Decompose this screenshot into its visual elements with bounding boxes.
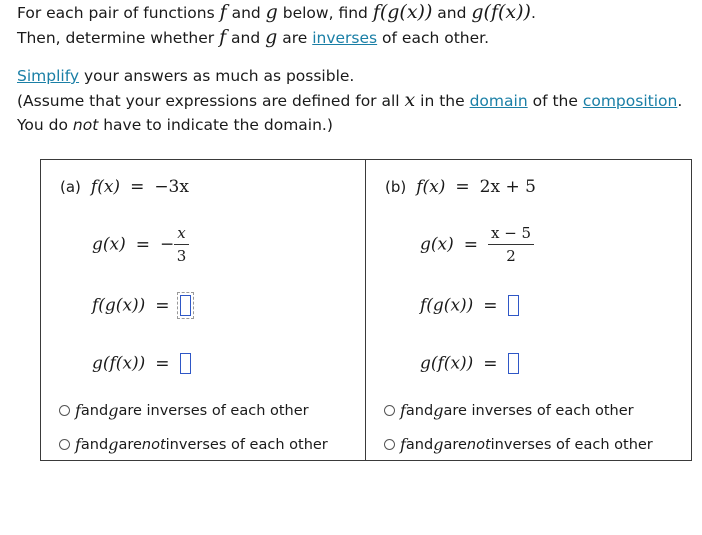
gof-row-b: g(f(x)) = — [420, 353, 519, 374]
instruction-line-1: For each pair of functions f and g below, find f(g(x)) and g(f(x)). — [17, 1, 536, 23]
problem-panel-a — [40, 159, 366, 461]
f-definition-a: (a) f(x) = −3x — [60, 177, 189, 197]
instruction-line-5: You do not have to indicate the domain.) — [17, 116, 333, 134]
problem-panel-b — [365, 159, 692, 461]
fog-row-a: f(g(x)) = — [92, 295, 191, 316]
option-not-inverses-b[interactable]: f and g are not inverses of each other — [384, 435, 653, 454]
instruction-line-2: Then, determine whether f and g are inverses of each other. — [17, 26, 490, 48]
g-fraction-a: $\frac{x}{3}$ — [174, 224, 188, 265]
g-definition-a: g(x) = − $\frac{x}{3}$ — [92, 224, 189, 265]
instruction-line-3: Simplify your answers as much as possible. — [17, 67, 355, 85]
option-inverses-b[interactable]: f and g are inverses of each other — [384, 401, 634, 420]
fog-row-b: f(g(x)) = — [420, 295, 519, 316]
gof-answer-input-a[interactable] — [180, 353, 191, 374]
gof-row-a: g(f(x)) = — [92, 353, 191, 374]
domain-link[interactable]: domain — [469, 92, 528, 110]
g-fraction-b: $\frac{x - 5}{2}$ — [488, 224, 534, 265]
gof-answer-input-b[interactable] — [508, 353, 519, 374]
gof-expression: g(f(x)) — [471, 1, 531, 23]
instructions — [17, 0, 697, 137]
fog-answer-input-a[interactable] — [180, 295, 191, 316]
part-label-a: (a) — [60, 178, 81, 196]
radio-inverses-a[interactable] — [59, 405, 70, 416]
radio-not-inverses-b[interactable] — [384, 439, 395, 450]
instruction-line-4: (Assume that your expressions are defined for all x in the domain of the composition. — [17, 89, 683, 111]
inverses-link[interactable]: inverses — [312, 29, 378, 47]
fog-answer-input-b[interactable] — [508, 295, 519, 316]
simplify-link[interactable]: Simplify — [17, 67, 80, 85]
fog-expression: f(g(x)) — [372, 1, 433, 23]
composition-link[interactable]: composition — [582, 92, 678, 110]
part-label-b: (b) — [385, 178, 407, 196]
radio-not-inverses-a[interactable] — [59, 439, 70, 450]
radio-inverses-b[interactable] — [384, 405, 395, 416]
option-not-inverses-a[interactable]: f and g are not inverses of each other — [59, 435, 328, 454]
option-inverses-a[interactable]: f and g are inverses of each other — [59, 401, 309, 420]
g-definition-b: g(x) = $\frac{x - 5}{2}$ — [420, 224, 534, 265]
f-definition-b: (b) f(x) = 2x + 5 — [385, 177, 536, 197]
